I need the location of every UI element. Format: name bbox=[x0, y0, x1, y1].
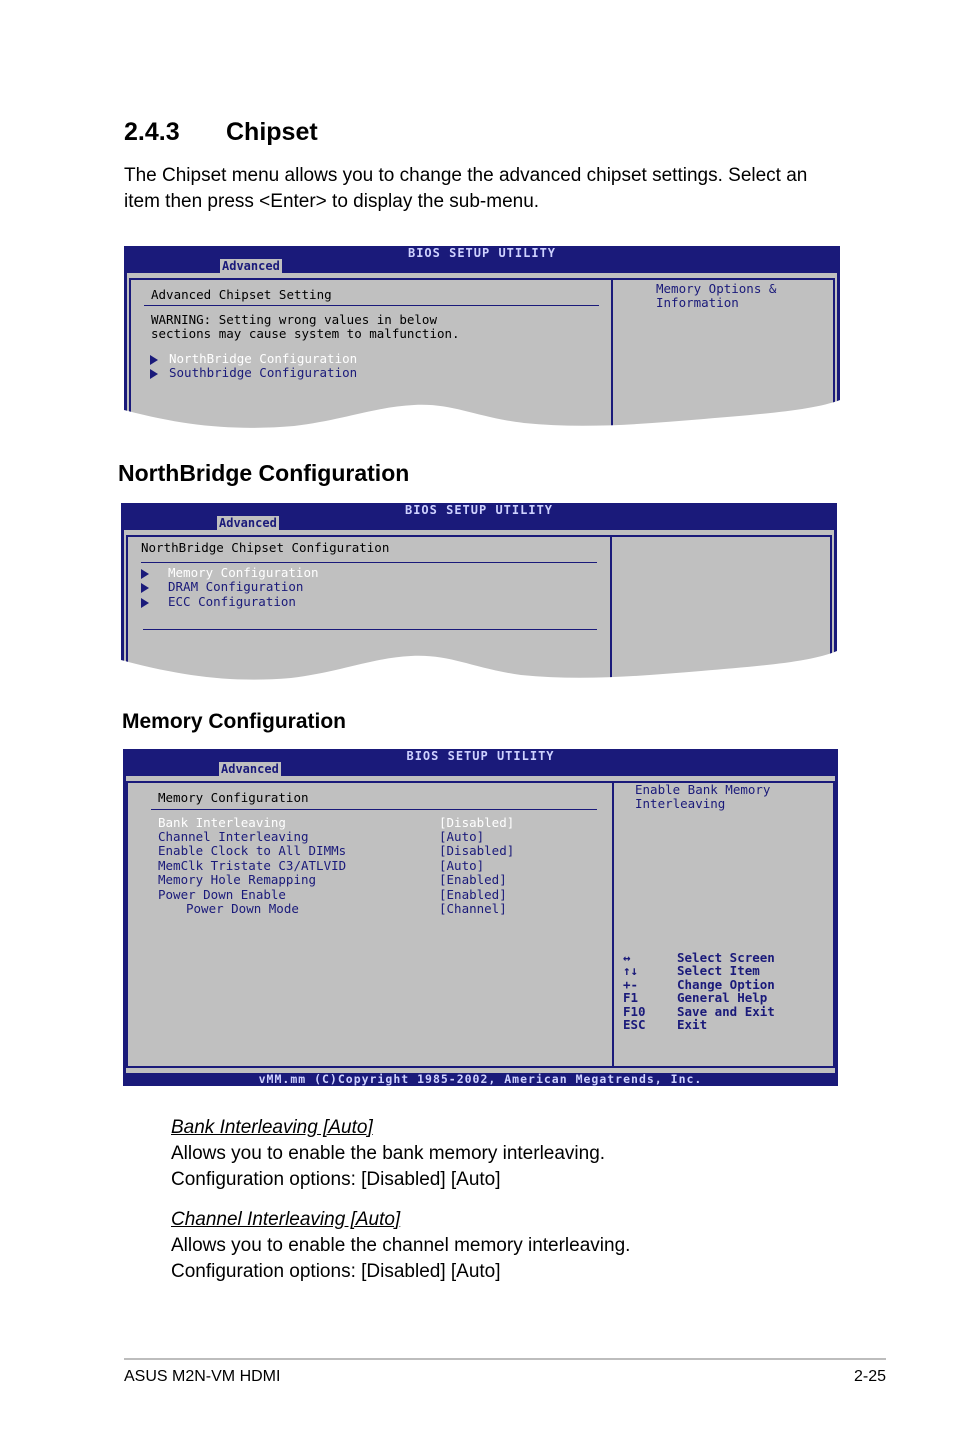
northbridge-heading: NorthBridge Configuration bbox=[118, 460, 410, 486]
menu-item-southbridge[interactable]: Southbridge Configuration bbox=[169, 365, 358, 380]
section-title: Chipset bbox=[226, 118, 318, 146]
submenu-arrow-icon bbox=[150, 369, 158, 379]
footer-product: ASUS M2N-VM HDMI bbox=[124, 1368, 281, 1385]
key-action: Select Screen bbox=[677, 950, 775, 965]
key-action: Exit bbox=[677, 1017, 708, 1032]
heading-rule bbox=[141, 562, 597, 563]
bios-screen-memory bbox=[123, 749, 838, 1086]
option-memclk-tristate[interactable]: MemClk Tristate C3/ATLVID bbox=[158, 858, 347, 873]
description-options: Configuration options: [Disabled] [Auto] bbox=[171, 1261, 501, 1282]
description-title: Channel Interleaving [Auto] bbox=[171, 1209, 401, 1230]
memory-heading: Memory Configuration bbox=[122, 710, 346, 733]
option-description bbox=[171, 1115, 605, 1193]
menu-item-ecc[interactable]: ECC Configuration bbox=[168, 594, 296, 609]
key-esc: ESC bbox=[623, 1017, 646, 1032]
key-action: Select Item bbox=[677, 963, 760, 978]
option-power-down-enable[interactable]: Power Down Enable bbox=[158, 887, 286, 902]
key-action: General Help bbox=[677, 990, 768, 1005]
option-channel-interleaving[interactable]: Channel Interleaving bbox=[158, 829, 309, 844]
footer-page-number: 2-25 bbox=[853, 1368, 886, 1385]
tab-advanced[interactable]: Advanced bbox=[219, 516, 277, 530]
submenu-arrow-icon bbox=[141, 598, 149, 608]
description-text: Allows you to enable the channel memory interleaving. bbox=[171, 1235, 631, 1256]
help-text: Enable Bank Memory bbox=[635, 782, 771, 797]
bios-title-bar bbox=[123, 749, 838, 776]
description-text: Allows you to enable the bank memory interleaving. bbox=[171, 1143, 606, 1164]
panel-heading: Memory Configuration bbox=[158, 790, 309, 805]
key-action: Change Option bbox=[677, 977, 775, 992]
help-text: Interleaving bbox=[635, 796, 726, 811]
option-description bbox=[171, 1207, 630, 1285]
heading-rule bbox=[144, 305, 599, 306]
bios-title-bar bbox=[121, 503, 837, 530]
option-value[interactable]: [Disabled] bbox=[439, 815, 515, 830]
key-f10: F10 bbox=[623, 1004, 646, 1019]
option-value[interactable]: [Enabled] bbox=[439, 887, 507, 902]
help-text: Memory Options & bbox=[656, 281, 777, 296]
option-value[interactable]: [Channel] bbox=[439, 901, 507, 916]
description-options: Configuration options: [Disabled] [Auto] bbox=[171, 1169, 501, 1190]
bios-screen-chipset bbox=[124, 246, 840, 431]
menu-item-memory[interactable]: Memory Configuration bbox=[168, 565, 319, 580]
key-plus-minus: +- bbox=[623, 977, 639, 992]
option-memory-hole[interactable]: Memory Hole Remapping bbox=[158, 872, 317, 887]
option-power-down-mode[interactable]: Power Down Mode bbox=[186, 901, 299, 916]
footer-rule bbox=[124, 1358, 886, 1360]
key-arrows-ud-icon: ↑↓ bbox=[623, 963, 639, 978]
option-value[interactable]: [Enabled] bbox=[439, 872, 507, 887]
bios-screen-northbridge bbox=[121, 503, 837, 683]
submenu-arrow-icon bbox=[141, 569, 149, 579]
description-title: Bank Interleaving [Auto] bbox=[171, 1117, 373, 1138]
key-f1: F1 bbox=[623, 990, 639, 1005]
help-text: Information bbox=[656, 295, 739, 310]
torn-edge bbox=[121, 650, 837, 683]
bios-title: BIOS SETUP UTILITY bbox=[406, 749, 555, 763]
tab-advanced[interactable]: Advanced bbox=[222, 259, 280, 273]
bios-title-bar bbox=[124, 246, 840, 273]
bios-copyright: vMM.mm (C)Copyright 1985-2002, American Megatrends, Inc. bbox=[123, 1073, 838, 1086]
panel-heading: Advanced Chipset Setting bbox=[151, 287, 332, 302]
bottom-rule bbox=[143, 629, 597, 630]
option-bank-interleaving[interactable]: Bank Interleaving bbox=[158, 815, 286, 830]
bios-title: BIOS SETUP UTILITY bbox=[407, 246, 557, 260]
submenu-arrow-icon bbox=[141, 583, 149, 593]
warning-line: sections may cause system to malfunction. bbox=[151, 326, 460, 341]
section-intro: The Chipset menu allows you to change the advanced chipset settings. Select an item then press <Enter> to display the sub-menu. bbox=[124, 165, 808, 212]
bios-body bbox=[123, 776, 838, 1073]
panel-heading: NorthBridge Chipset Configuration bbox=[141, 540, 390, 555]
key-arrows-lr-icon: ↔ bbox=[623, 950, 631, 965]
section-number: 2.4.3 bbox=[124, 118, 180, 146]
heading-rule bbox=[151, 809, 597, 810]
torn-edge bbox=[124, 398, 840, 431]
option-value[interactable]: [Auto] bbox=[439, 829, 485, 844]
option-value[interactable]: [Auto] bbox=[439, 858, 485, 873]
submenu-arrow-icon bbox=[150, 355, 158, 365]
option-enable-clock[interactable]: Enable Clock to All DIMMs bbox=[158, 843, 347, 858]
key-action: Save and Exit bbox=[677, 1004, 775, 1019]
option-value[interactable]: [Disabled] bbox=[439, 843, 515, 858]
bios-title: BIOS SETUP UTILITY bbox=[404, 503, 554, 517]
warning-line: WARNING: Setting wrong values in below bbox=[151, 312, 437, 327]
menu-item-dram[interactable]: DRAM Configuration bbox=[168, 579, 304, 594]
menu-item-northbridge[interactable]: NorthBridge Configuration bbox=[169, 351, 358, 366]
tab-advanced[interactable]: Advanced bbox=[221, 762, 279, 776]
